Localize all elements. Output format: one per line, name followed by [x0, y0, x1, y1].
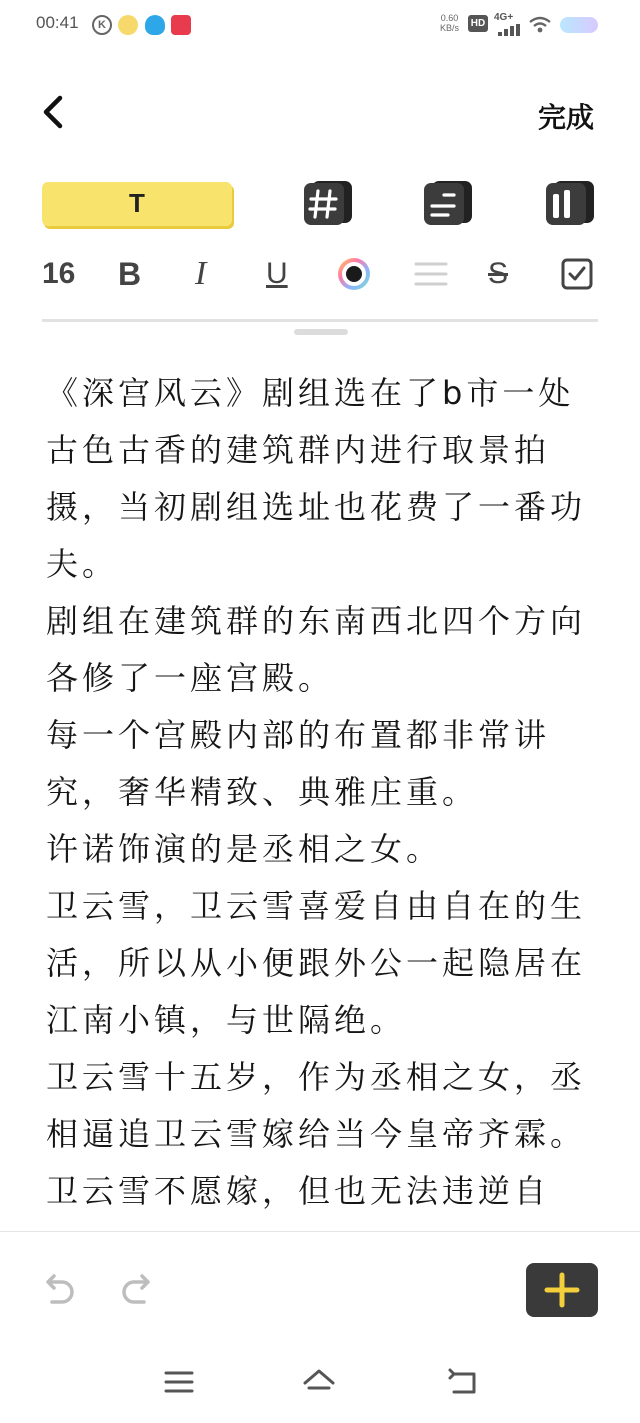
bold-button[interactable]: B: [118, 256, 142, 292]
align-icon[interactable]: [414, 256, 448, 292]
net-speed-unit: KB/s: [440, 23, 460, 33]
signal-bars-icon: [498, 24, 522, 36]
note-paragraph: 每一个宫殿内部的布置都非常讲究，奢华精致、典雅庄重。: [46, 716, 551, 811]
avatar-app-icon: [118, 15, 138, 35]
redo-icon[interactable]: [120, 1272, 156, 1308]
menu-icon[interactable]: [162, 1366, 196, 1398]
underline-button[interactable]: U: [266, 257, 288, 290]
checkbox-list-button[interactable]: [560, 256, 594, 292]
network-type: 4G+: [494, 12, 514, 23]
layout-panel-icon[interactable]: [544, 179, 596, 227]
note-paragraph: 许诺饰演的是丞相之女。: [46, 830, 443, 868]
note-paragraph: 卫云雪不愿嫁，但也无法违逆自: [46, 1172, 551, 1210]
net-speed: [440, 13, 459, 33]
strikethrough-button[interactable]: S: [488, 257, 509, 290]
status-bar: [0, 0, 640, 50]
back-nav-icon[interactable]: [446, 1366, 480, 1398]
drag-handle[interactable]: [294, 329, 348, 335]
wifi-icon: [528, 16, 552, 34]
k-app-icon: K: [92, 15, 112, 35]
hashtag-tag-icon[interactable]: [302, 179, 354, 227]
status-time: 00:41: [36, 13, 79, 32]
plus-icon: [526, 1263, 598, 1317]
text-color-button[interactable]: [336, 256, 372, 292]
qq-penguin-icon: [145, 15, 165, 35]
list-template-icon[interactable]: [422, 179, 474, 227]
home-icon[interactable]: [302, 1366, 336, 1398]
tab-text-style[interactable]: [42, 182, 232, 226]
text-style-icon: T: [129, 188, 145, 218]
note-paragraph: 卫云雪，卫云雪喜爱自由自在的生活，所以从小便跟外公一起隐居在江南小镇，与世隔绝。: [46, 887, 587, 1039]
note-editor[interactable]: [46, 365, 606, 1231]
net-speed-value: 0.60: [440, 13, 459, 23]
note-paragraph: 剧组在建筑群的东南西北四个方向各修了一座宫殿。: [46, 602, 587, 697]
hd-badge: HD: [468, 15, 488, 32]
red-app-icon: [171, 15, 191, 35]
note-paragraph: 《深宫风云》剧组选在了b市一处古色古香的建筑群内进行取景拍摄，当初剧组选址也花费了一番功夫。: [46, 374, 587, 583]
add-button[interactable]: [526, 1263, 598, 1317]
toolbar-divider: [42, 319, 598, 322]
italic-button[interactable]: I: [195, 255, 207, 292]
note-paragraph: 卫云雪十五岁，作为丞相之女，丞相逼追卫云雪嫁给当今皇帝齐霖。: [46, 1058, 587, 1153]
done-button[interactable]: 完成: [537, 101, 594, 134]
battery-icon: [560, 17, 598, 33]
font-size-button[interactable]: 16: [42, 257, 76, 290]
undo-icon[interactable]: [40, 1272, 76, 1308]
back-button[interactable]: [38, 92, 72, 132]
